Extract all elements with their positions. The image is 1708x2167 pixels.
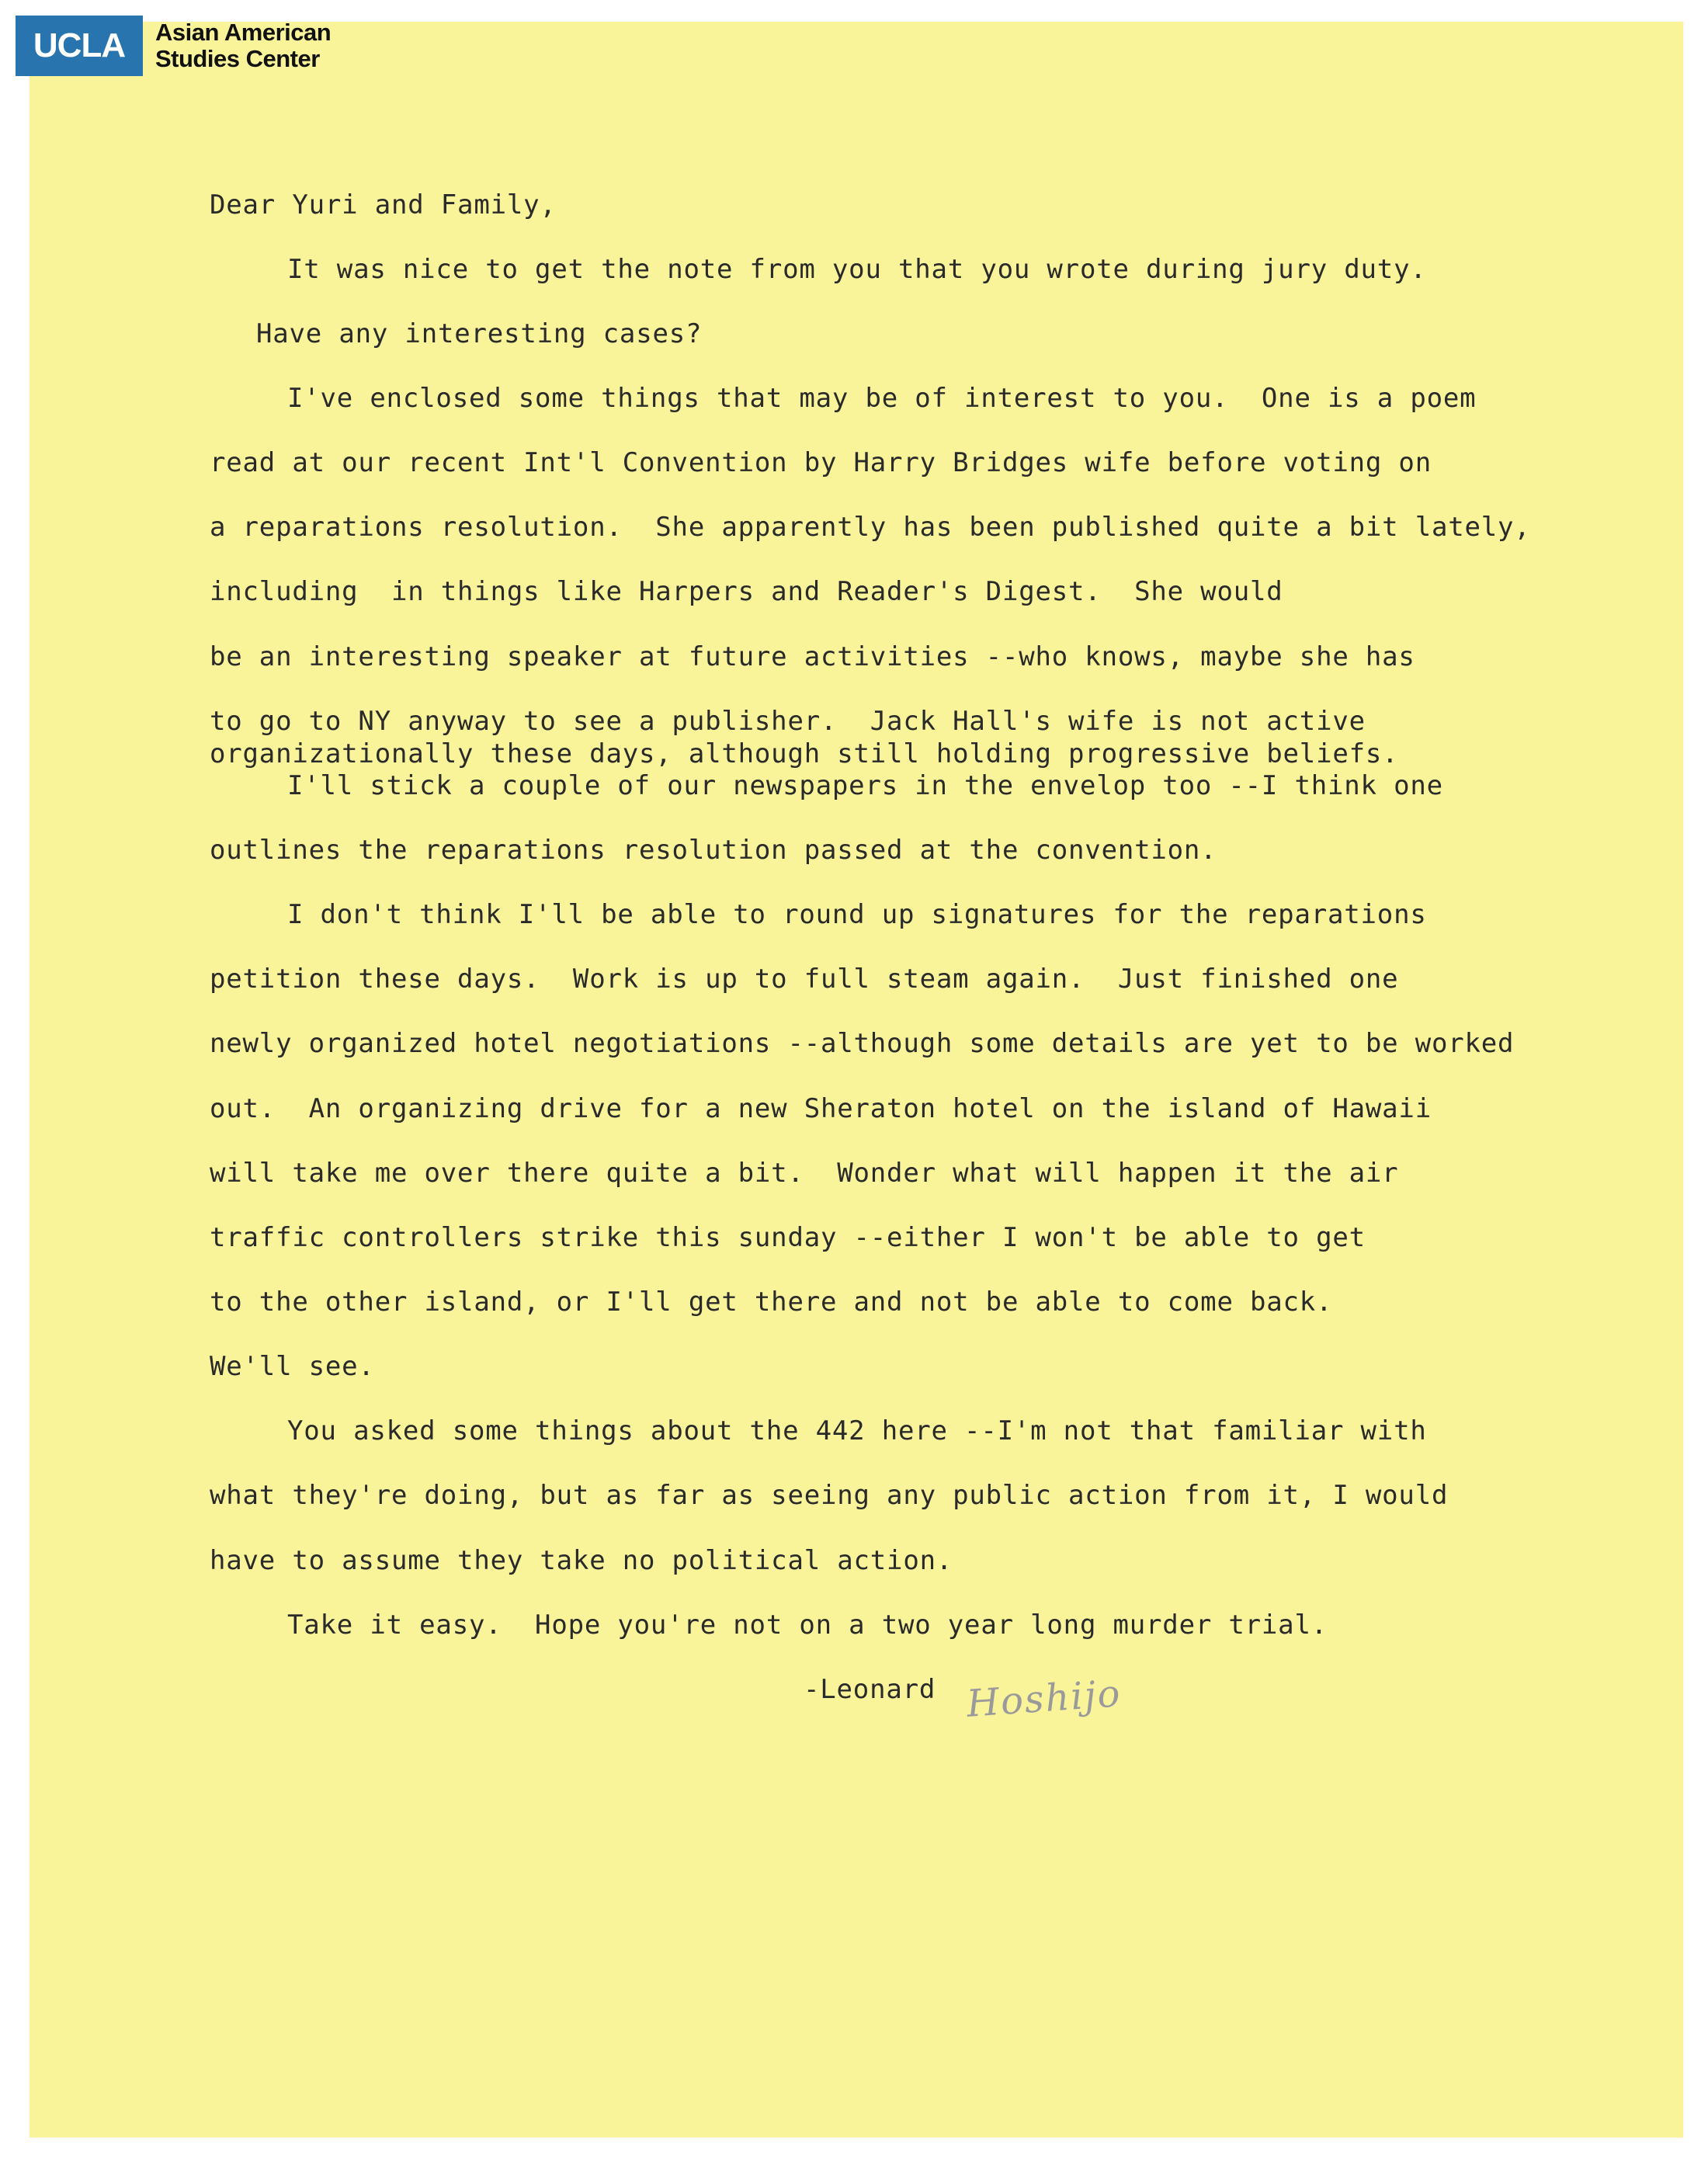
- letter-line: newly organized hotel negotiations --although some details are yet to be worked: [210, 1028, 1515, 1059]
- letter-salutation: Dear Yuri and Family,: [210, 189, 557, 221]
- letter-line: organizationally these days, although still holding progressive beliefs.: [210, 738, 1399, 769]
- letter-line: have to assume they take no political action.: [210, 1545, 953, 1576]
- letter-line: out. An organizing drive for a new Sheraton hotel on the island of Hawaii: [210, 1093, 1432, 1124]
- letter-line: will take me over there quite a bit. Wonder what will happen it the air: [210, 1158, 1399, 1189]
- letter-line: We'll see.: [210, 1351, 375, 1382]
- letter-line: including in things like Harpers and Reader's Digest. She would: [210, 576, 1283, 607]
- ucla-logo: [16, 16, 331, 76]
- letter-line: a reparations resolution. She apparently has been published quite a bit lately,: [210, 512, 1531, 543]
- letter-line: Have any interesting cases?: [256, 318, 703, 349]
- letter-line: I've enclosed some things that may be of interest to you. One is a poem: [287, 383, 1477, 414]
- letter-line: be an interesting speaker at future activities --who knows, maybe she has: [210, 641, 1415, 672]
- letter-line: read at our recent Int'l Convention by Harry Bridges wife before voting on: [210, 447, 1432, 478]
- letter-line: to go to NY anyway to see a publisher. Jack Hall's wife is not active: [210, 706, 1366, 737]
- ucla-logo-mark: UCLA: [16, 16, 143, 76]
- handwritten-signature: Hoshijo: [965, 1672, 1123, 1726]
- letter-line: traffic controllers strike this sunday --either I won't be able to get: [210, 1222, 1366, 1253]
- letter-line: outlines the reparations resolution passed at the convention.: [210, 835, 1217, 866]
- letter-line: Take it easy. Hope you're not on a two year long murder trial.: [287, 1610, 1328, 1641]
- letter-closing: -Leonard: [804, 1674, 936, 1705]
- letter-line: to the other island, or I'll get there and not be able to come back.: [210, 1287, 1333, 1318]
- logo-line-1: Asian American: [155, 19, 332, 46]
- letter-line: what they're doing, but as far as seeing any public action from it, I would: [210, 1480, 1449, 1511]
- letter-line: I'll stick a couple of our newspapers in the envelop too --I think one: [287, 770, 1443, 801]
- letter-line: petition these days. Work is up to full steam again. Just finished one: [210, 964, 1399, 995]
- logo-text: [155, 19, 331, 72]
- logo-line-2: Studies Center: [155, 45, 320, 72]
- letter-line: You asked some things about the 442 here --I'm not that familiar with: [287, 1415, 1427, 1446]
- letter-line: I don't think I'll be able to round up signatures for the reparations: [287, 899, 1427, 930]
- letter-line: It was nice to get the note from you that you wrote during jury duty.: [287, 254, 1427, 285]
